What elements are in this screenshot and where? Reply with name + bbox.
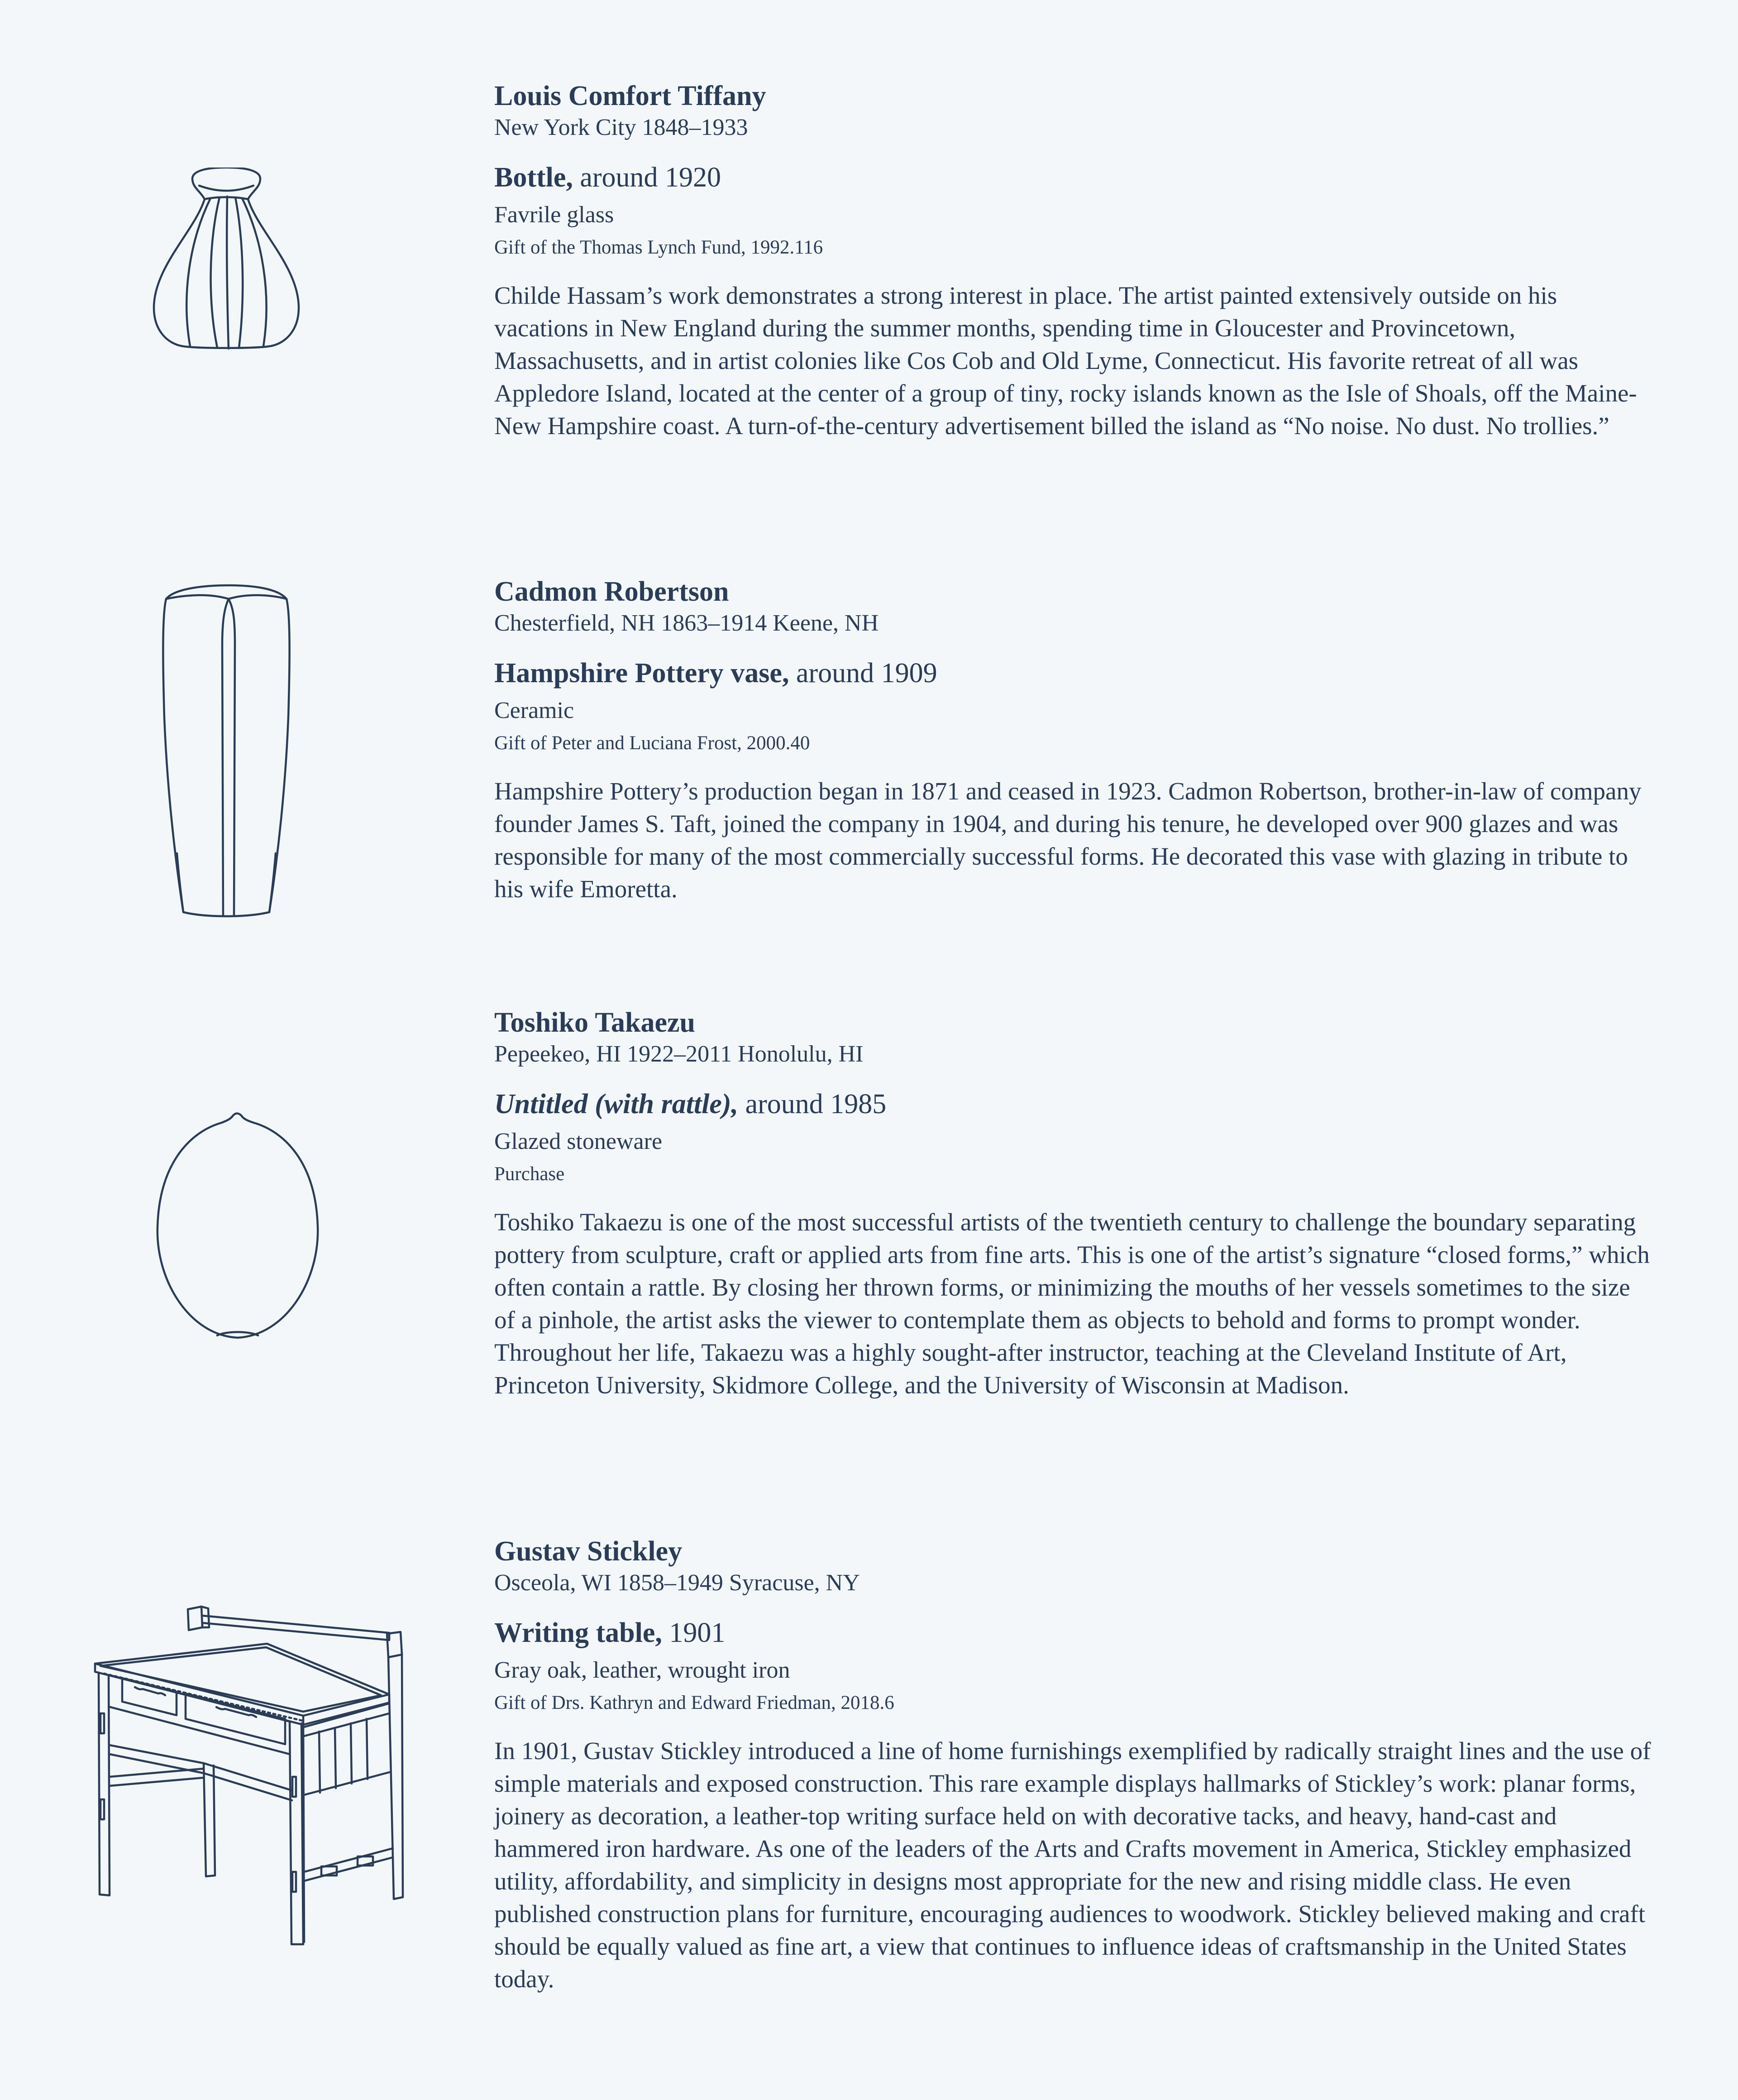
work-medium: Ceramic (494, 698, 574, 723)
closed-form-illustration (154, 1109, 321, 1344)
description: Childe Hassam’s work demonstrates a strong interest in place. The artist painted extensively outside on his vacations in New England during the summer months, spending time in Gloucester and Provincetown, Massachusetts, and in artist colonies like Cos Cob and Old Lyme, Connecticut. His favorite retreat of all was Appledore Island, located at the center of a group of tiny, rocky islands known as the Isle of Shoals, off the Maine-New Hampshire coast. A turn-of-the-century advertisement billed the island as “No noise. No dust. No trollies.” (494, 282, 1637, 440)
work-title-line (494, 1616, 1653, 1650)
vase-illustration (161, 582, 292, 921)
credit-line: Gift of Drs. Kathryn and Edward Friedman, 2018.6 (494, 1692, 894, 1713)
work-medium: Favrile glass (494, 202, 614, 228)
work-title: Bottle, (494, 162, 573, 193)
work-title: Hampshire Pottery vase, (494, 658, 789, 689)
work-title: Untitled (with rattle), (494, 1089, 739, 1119)
artist-name: Cadmon Robertson (494, 576, 729, 607)
description: Toshiko Takaezu is one of the most successful artists of the twentieth century to challenge the boundary separating pottery from sculpture, craft or applied arts from fine arts. This is one of the artist’s signature “closed forms,” which often contain a rattle. By closing her thrown forms, or minimizing the mouths of her vessels sometimes to the size of a pinhole, the artist asks the viewer to contemplate them as objects to behold and forms to prompt wonder. Throughout her life, Takaezu was a highly sought-after instructor, teaching at the Cleveland Institute of Art, Princeton University, Skidmore College, and the University of Wisconsin at Madison. (494, 1208, 1650, 1399)
description: In 1901, Gustav Stickley introduced a line of home furnishings exemplified by radically straight lines and the use of simple materials and exposed construction. This rare example displays hallmarks of Stickley’s work: planar forms, joinery as decoration, a leather-top writing surface held on with decorative tacks, and heavy, hand-cast and hammered iron hardware. As one of the leaders of the Arts and Crafts movement in America, Stickley emphasized utility, affordability, and simplicity in designs most appropriate for the new and rising middle class. He even published construction plans for furniture, encouraging audiences to woodwork. Stickley believed making and craft should be equally valued as fine art, a view that continues to influence ideas of craftsmanship in the United States today. (494, 1737, 1651, 1993)
work-medium: Glazed stoneware (494, 1129, 663, 1154)
description: Hampshire Pottery’s production began in 1871 and ceased in 1923. Cadmon Robertson, brother-in-law of company founder James S. Taft, joined the company in 1904, and during his tenure, he developed over 900 glazes and was responsible for many of the most commercially successful forms. He decorated this vase with glazing in tribute to his wife Emoretta. (494, 777, 1642, 903)
artist-name: Louis Comfort Tiffany (494, 81, 766, 111)
credit-line: Purchase (494, 1163, 565, 1185)
work-title-line (494, 161, 1653, 194)
work-date: around 1909 (789, 658, 937, 689)
artist-bio: Pepeekeo, HI 1922–2011 Honolulu, HI (494, 1041, 864, 1067)
artist-bio: New York City 1848–1933 (494, 115, 748, 140)
work-date: around 1985 (738, 1089, 887, 1119)
work-title: Writing table, (494, 1617, 662, 1648)
work-medium: Gray oak, leather, wrought iron (494, 1657, 790, 1683)
bottle-illustration (149, 167, 303, 403)
credit-line: Gift of the Thomas Lynch Fund, 1992.116 (494, 237, 823, 258)
writing-table-illustration (91, 1600, 407, 1949)
work-title-line (494, 656, 1653, 690)
entry-stickley (494, 1535, 1653, 1995)
work-title-line (494, 1087, 1653, 1121)
artist-name: Gustav Stickley (494, 1536, 683, 1567)
work-date: around 1920 (573, 162, 721, 193)
artist-bio: Osceola, WI 1858–1949 Syracuse, NY (494, 1570, 860, 1596)
artist-bio: Chesterfield, NH 1863–1914 Keene, NH (494, 610, 879, 636)
entry-tiffany (494, 79, 1653, 442)
entry-robertson (494, 575, 1653, 905)
entry-takaezu (494, 1006, 1653, 1402)
artist-name: Toshiko Takaezu (494, 1007, 696, 1038)
work-date: 1901 (662, 1617, 726, 1648)
credit-line: Gift of Peter and Luciana Frost, 2000.40 (494, 732, 810, 754)
